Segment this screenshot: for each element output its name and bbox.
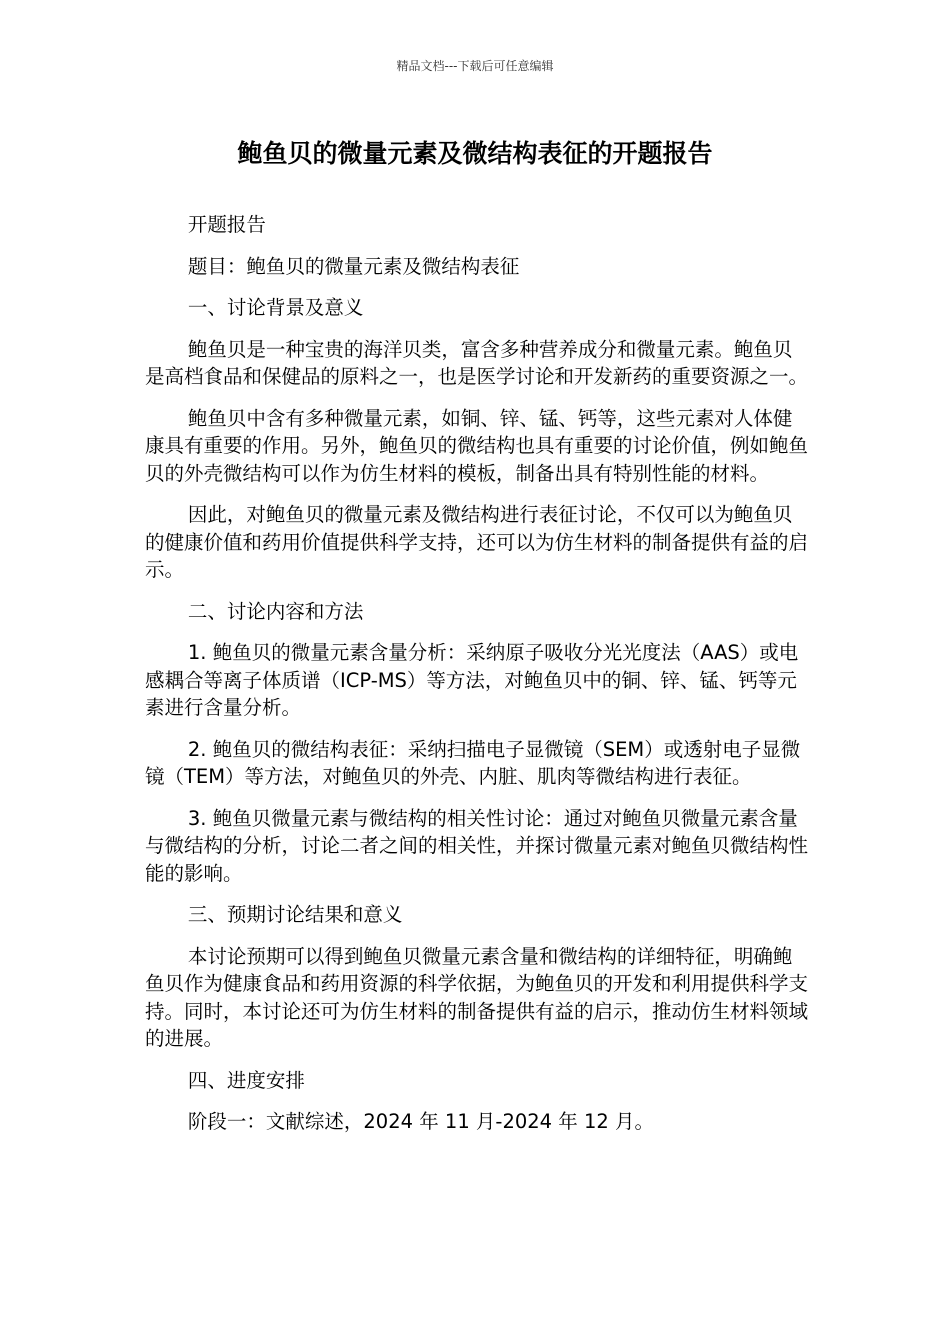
- heading-report: 开题报告: [187, 213, 266, 236]
- list-item: 1. 鲍鱼贝的微量元素含量分析：采纳原子吸收分光光度法（AAS）或电感耦合等离子体质谱（ICP-MS）等方法，对鲍鱼贝中的铜、锌、锰、钙等元素进行含量分析。: [145, 641, 799, 719]
- section-heading-background: 一、讨论背景及意义: [187, 296, 364, 319]
- header-note: 精品文档---下载后可任意编辑: [396, 59, 554, 73]
- paragraph: 因此，对鲍鱼贝的微量元素及微结构进行表征讨论，不仅可以为鲍鱼贝的健康价值和药用价值提供科学支持，还可以为仿生材料的制备提供有益的启示。: [145, 503, 809, 581]
- section-heading-content: 二、讨论内容和方法: [187, 599, 364, 623]
- paragraph: 本讨论预期可以得到鲍鱼贝微量元素含量和微结构的详细特征，明确鲍鱼贝作为健康食品和药用资源的科学依据，为鲍鱼贝的开发和利用提供科学支持。同时，本讨论还可为仿生材料的制备提供有益的启示，推动仿生材料领域的进展。: [145, 944, 809, 1050]
- list-item: 2. 鲍鱼贝的微结构表征：采纳扫描电子显微镜（SEM）或透射电子显微镜（TEM）等方法，对鲍鱼贝的外壳、内脏、肌肉等微结构进行表征。: [145, 737, 801, 788]
- paragraph: 鲍鱼贝中含有多种微量元素，如铜、锌、锰、钙等，这些元素对人体健康具有重要的作用。另外，鲍鱼贝的微结构也具有重要的讨论价值，例如鲍鱼贝的外壳微结构可以作为仿生材料的模板，制备出具有特别性能的材料。: [145, 406, 809, 485]
- document-title: 鲍鱼贝的微量元素及微结构表征的开题报告: [237, 139, 713, 168]
- paragraph: 鲍鱼贝是一种宝贵的海洋贝类，富含多种营养成分和微量元素。鲍鱼贝是高档食品和保健品的原料之一，也是医学讨论和开发新药的重要资源之一。: [145, 337, 809, 388]
- section-heading-results: 三、预期讨论结果和意义: [187, 903, 403, 926]
- subject-line: 题目：鲍鱼贝的微量元素及微结构表征: [187, 254, 520, 278]
- section-heading-schedule: 四、进度安排: [187, 1068, 305, 1092]
- list-item: 3. 鲍鱼贝微量元素与微结构的相关性讨论：通过对鲍鱼贝微量元素含量与微结构的分析，讨论二者之间的相关性，并探讨微量元素对鲍鱼贝微结构性能的影响。: [145, 806, 809, 885]
- schedule-item: 阶段一：文献综述，2024 年 11 月-2024 年 12 月。: [187, 1110, 654, 1133]
- document-body: [145, 211, 811, 1150]
